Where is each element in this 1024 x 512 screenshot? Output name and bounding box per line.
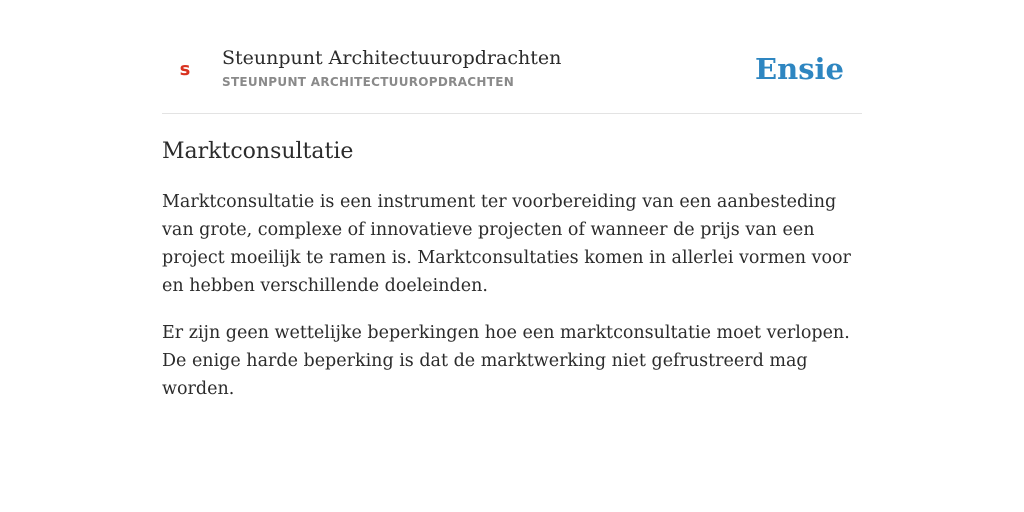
organization-subtitle: STEUNPUNT ARCHITECTUUROPDRACHTEN	[222, 75, 515, 89]
article-paragraph: Er zijn geen wettelijke beperkingen hoe een marktconsultatie moet verlopen. De enige harde beperking is dat de marktwerking niet gefrustreerd mag worden.	[162, 323, 850, 399]
article-title: Marktconsultatie	[162, 139, 354, 164]
article-paragraph: Marktconsultatie is een instrument ter voorbereiding van een aanbesteding van grote, complexe of innovatieve projecten of wanneer de prijs van een project moeilijk te ramen is. Marktconsultaties komen in allerlei vormen voor en hebben verschillende doeleinden.	[162, 192, 851, 296]
article	[162, 136, 862, 403]
organization-name-link[interactable]: Steunpunt Architectuuropdrachten	[222, 47, 562, 69]
header	[162, 40, 862, 114]
ensie-logo-link[interactable]: Ensie	[755, 52, 844, 86]
organization-logo-icon[interactable]: s	[179, 59, 191, 80]
